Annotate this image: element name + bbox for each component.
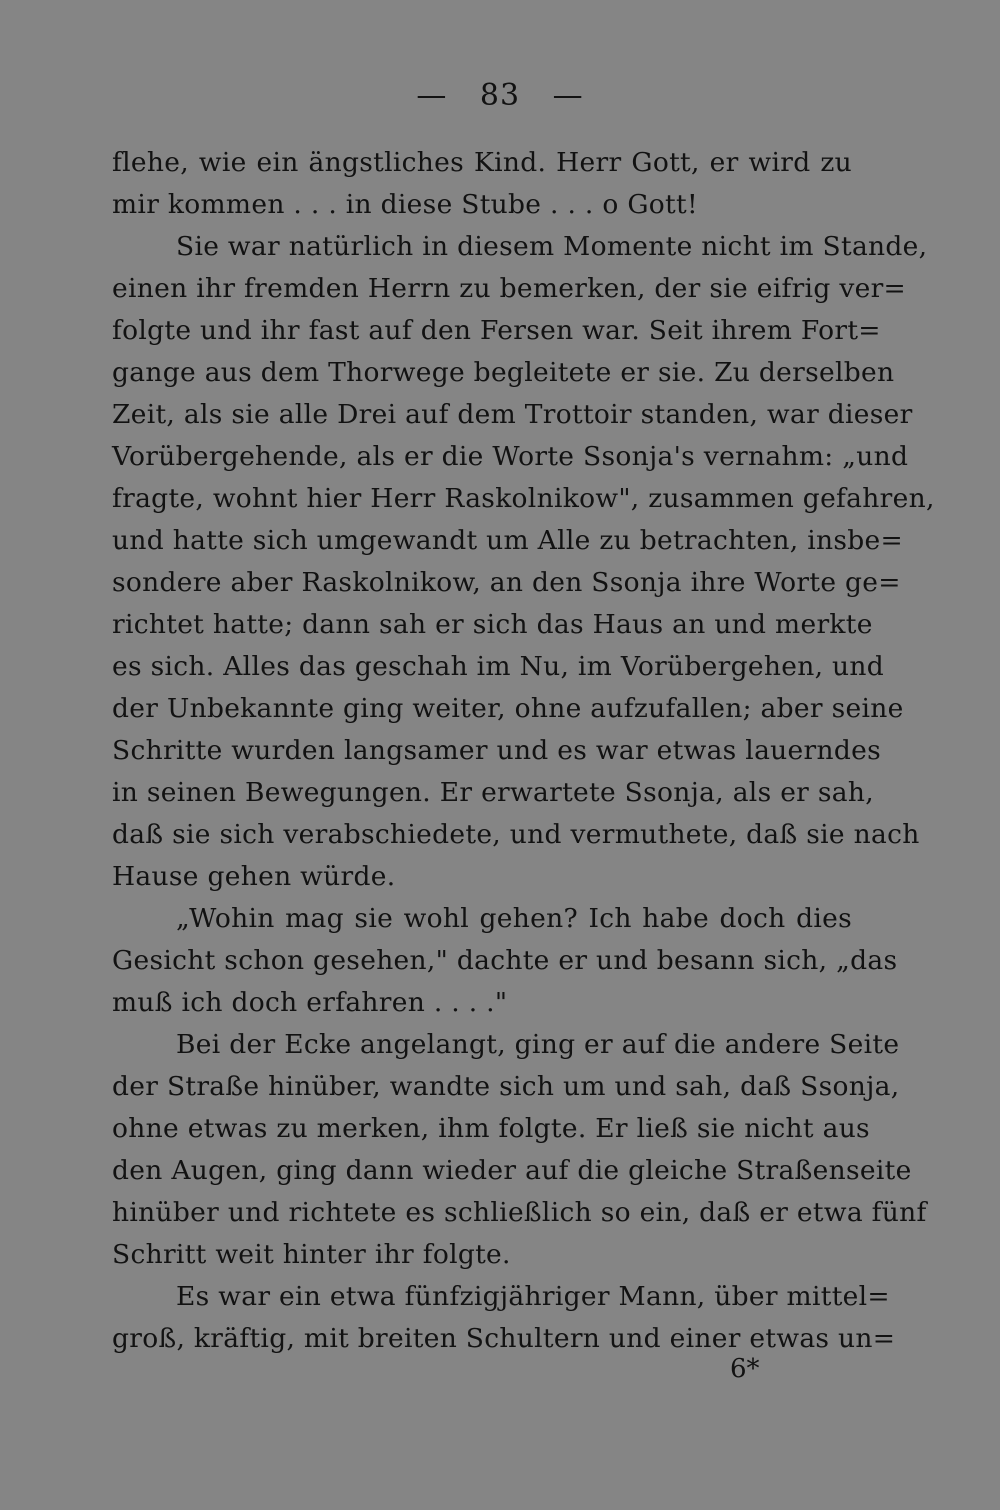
page-header [0, 78, 1000, 113]
text-line: in seinen Bewegungen. Er erwartete Ssonja, als er sah, [112, 777, 874, 808]
text-line: ohne etwas zu merken, ihm folgte. Er ließ sie nicht aus [112, 1113, 870, 1144]
text-line: mir kommen . . . in diese Stube . . . o Gott! [112, 189, 698, 220]
header-dash-right: — [552, 78, 584, 113]
text-line: fragte, wohnt hier Herr Raskolnikow", zusammen gefahren, [112, 483, 935, 514]
text-line: „Wohin mag sie wohl gehen? Ich habe doch dies [176, 903, 852, 934]
text-line: der Straße hinüber, wandte sich um und sah, daß Ssonja, [112, 1071, 900, 1102]
text-line: Hause gehen würde. [112, 861, 396, 892]
text-line: und hatte sich umgewandt um Alle zu betrachten, insbe= [112, 525, 904, 556]
signature-mark: 6* [730, 1354, 760, 1384]
text-line: flehe, wie ein ängstliches Kind. Herr Gott, er wird zu [112, 147, 852, 178]
text-line: Schritt weit hinter ihr folgte. [112, 1239, 511, 1270]
text-line: Gesicht schon gesehen," dachte er und besann sich, „das [112, 945, 898, 976]
body-text [112, 142, 935, 1360]
text-line: muß ich doch erfahren . . . ." [112, 987, 508, 1018]
text-line: folgte und ihr fast auf den Fersen war. Seit ihrem Fort= [112, 315, 881, 346]
text-line: groß, kräftig, mit breiten Schultern und einer etwas un= [112, 1323, 896, 1354]
text-line: Schritte wurden langsamer und es war etwas lauerndes [112, 735, 882, 766]
text-line: Bei der Ecke angelangt, ging er auf die andere Seite [176, 1029, 900, 1060]
header-dash-left: — [416, 78, 448, 113]
text-line: den Augen, ging dann wieder auf die gleiche Straßenseite [112, 1155, 912, 1186]
text-line: es sich. Alles das geschah im Nu, im Vorübergehen, und [112, 651, 885, 682]
text-line: Vorübergehende, als er die Worte Ssonja's vernahm: „und [112, 441, 909, 472]
text-line: richtet hatte; dann sah er sich das Haus an und merkte [112, 609, 873, 640]
text-line: Zeit, als sie alle Drei auf dem Trottoir standen, war dieser [112, 399, 913, 430]
text-line: daß sie sich verabschiedete, und vermuthete, daß sie nach [112, 819, 920, 850]
text-line: hinüber und richtete es schließlich so ein, daß er etwa fünf [112, 1197, 927, 1228]
text-line: gange aus dem Thorwege begleitete er sie. Zu derselben [112, 357, 895, 388]
text-line: Es war ein etwa fünfzigjähriger Mann, über mittel= [176, 1281, 890, 1312]
text-line: Sie war natürlich in diesem Momente nicht im Stande, [176, 231, 928, 262]
text-line: sondere aber Raskolnikow, an den Ssonja ihre Worte ge= [112, 567, 901, 598]
text-line: der Unbekannte ging weiter, ohne aufzufallen; aber seine [112, 693, 904, 724]
page-number: 83 [479, 78, 521, 113]
text-line: einen ihr fremden Herrn zu bemerken, der sie eifrig ver= [112, 273, 907, 304]
